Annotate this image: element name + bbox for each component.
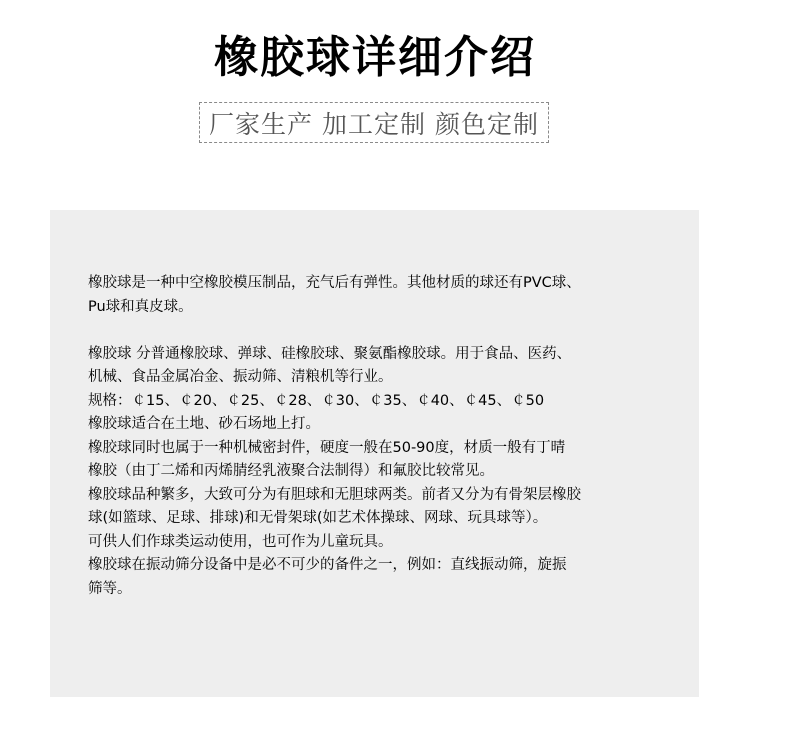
paragraph-line: 机械、食品金属冶金、振动筛、清粮机等行业。: [88, 369, 393, 385]
paragraph-line: 橡胶球在振动筛分设备中是必不可少的备件之一，例如：直线振动筛，旋振: [88, 557, 567, 573]
content-panel: [50, 210, 699, 697]
subtitle-text: 厂家生产 加工定制 颜色定制: [209, 109, 539, 139]
paragraph-line: Pu球和真皮球。: [88, 298, 193, 315]
content-body: [88, 272, 688, 601]
paragraph-line: 筛等。: [88, 580, 132, 597]
paragraph-line: 橡胶球同时也属于一种机械密封件，硬度一般在50-90度，材质一般有丁晴: [88, 439, 566, 456]
paragraph-line: 橡胶球品种繁多，大致可分为有胆球和无胆球两类。前者又分为有骨架层橡胶: [88, 486, 581, 503]
paragraph-line: 规格：￠15、￠20、￠25、￠28、￠30、￠35、￠40、￠45、￠50: [88, 392, 545, 409]
subtitle-box: [199, 102, 549, 143]
paragraph-line: 橡胶球 分普通橡胶球、弹球、硅橡胶球、聚氨酯橡胶球。用于食品、医药、: [88, 345, 572, 362]
paragraph-line: 可供人们作球类运动使用，也可作为儿童玩具。: [88, 533, 393, 550]
paragraph-line: 球(如篮球、足球、排球)和无骨架球(如艺术体操球、网球、玩具球等）。: [88, 510, 548, 526]
page-title: 橡胶球详细介绍: [214, 32, 536, 83]
paragraph-line: 橡胶球是一种中空橡胶模压制品，充气后有弹性。其他材质的球还有PVC球、: [88, 275, 581, 291]
paragraph-line: 橡胶球适合在土地、砂石场地上打。: [88, 416, 320, 432]
paragraph-gap: [88, 319, 688, 343]
paragraph-line: 橡胶（由丁二烯和丙烯腈经乳液聚合法制得）和氟胶比较常见。: [88, 463, 494, 479]
